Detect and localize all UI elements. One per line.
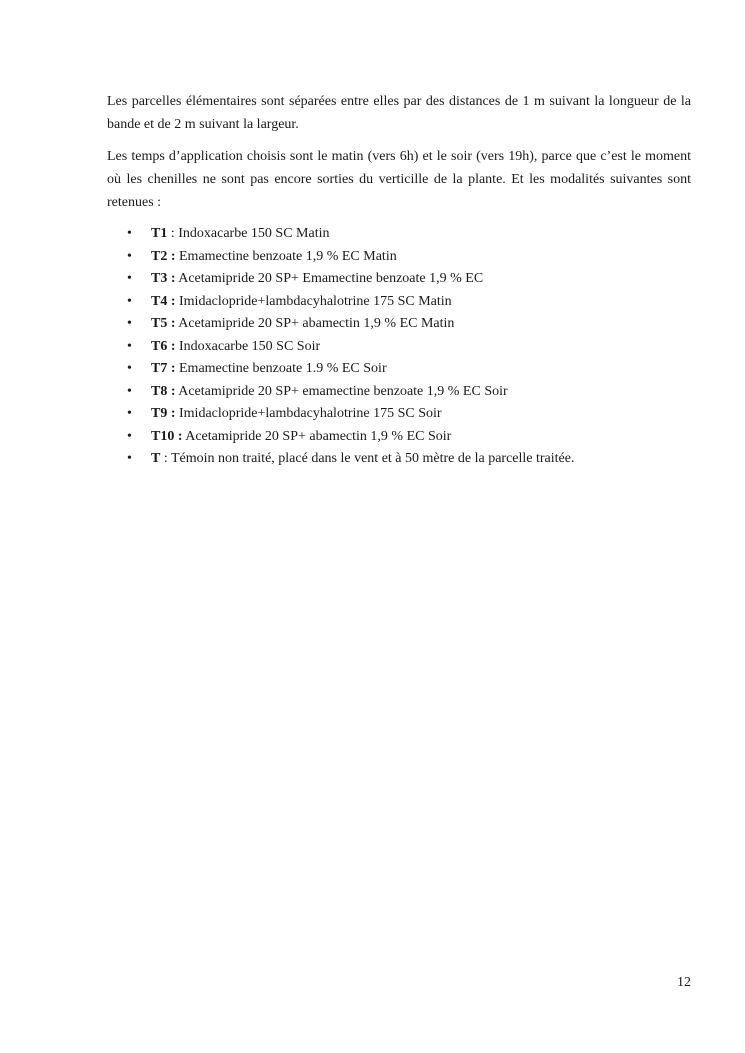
treatment-description: Emamectine benzoate 1.9 % EC Soir — [179, 361, 387, 376]
treatment-code: T6 : — [151, 338, 176, 354]
treatment-code: T4 : — [151, 293, 176, 309]
treatment-code: T7 : — [151, 361, 176, 376]
paragraph-application-times: Les temps d’application choisis sont le matin (vers 6h) et le soir (vers 19h), parce que c’est le moment où les chenilles ne sont pas encore sorties du verticille de la plante. Et les modalités suivantes sont retenues : — [107, 149, 691, 210]
treatment-code: T2 : — [151, 248, 176, 264]
bullet-icon: • — [127, 428, 132, 444]
list-item — [107, 313, 691, 336]
bullet-icon: • — [127, 316, 132, 331]
list-item — [107, 403, 691, 426]
bullet-icon: • — [127, 293, 132, 309]
treatment-description: Acetamipride 20 SP+ abamectin 1,9 % EC Soir — [185, 428, 452, 444]
bullet-icon: • — [127, 271, 132, 286]
treatment-description: Acetamipride 20 SP+ Emamectine benzoate 1,9 % EC — [178, 271, 484, 286]
list-item — [107, 268, 691, 291]
list-item — [107, 291, 691, 314]
bullet-icon: • — [127, 248, 132, 264]
list-item — [107, 426, 691, 449]
bullet-icon: • — [127, 361, 132, 376]
bullet-icon: • — [127, 226, 132, 241]
paragraph-plot-spacing: Les parcelles élémentaires sont séparées entre elles par des distances de 1 m suivant la longueur de la bande et de 2 m suivant la largeur. — [107, 94, 691, 132]
bullet-icon: • — [127, 451, 132, 466]
treatment-separator: : — [160, 451, 171, 466]
treatment-separator: : — [167, 226, 179, 241]
list-item — [107, 381, 691, 404]
treatment-description: Indoxacarbe 150 SC Matin — [178, 226, 330, 241]
page-content — [107, 90, 691, 471]
list-item — [107, 358, 691, 381]
list-item — [107, 448, 691, 471]
treatment-description: Imidaclopride+lambdacyhalotrine 175 SC Soir — [179, 406, 442, 421]
page-number: 12 — [677, 975, 691, 990]
bullet-icon: • — [127, 406, 132, 421]
treatment-description: Imidaclopride+lambdacyhalotrine 175 SC Matin — [179, 293, 452, 309]
treatment-description: Indoxacarbe 150 SC Soir — [179, 338, 321, 354]
list-item — [107, 223, 691, 246]
treatment-description: Emamectine benzoate 1,9 % EC Matin — [179, 248, 397, 264]
treatment-list — [107, 223, 691, 471]
bullet-icon: • — [127, 383, 132, 399]
treatment-description: Acetamipride 20 SP+ emamectine benzoate 1,9 % EC Soir — [178, 383, 508, 399]
list-item — [107, 246, 691, 269]
treatment-code: T8 : — [151, 383, 176, 399]
treatment-code: T1 — [151, 226, 168, 241]
treatment-description: Acetamipride 20 SP+ abamectin 1,9 % EC Matin — [178, 316, 455, 331]
list-item — [107, 336, 691, 359]
treatment-code: T3 : — [151, 271, 176, 286]
treatment-description: Témoin non traité, placé dans le vent et à 50 mètre de la parcelle traitée. — [170, 451, 575, 466]
treatment-code: T — [151, 451, 161, 466]
treatment-code: T5 : — [151, 316, 176, 331]
treatment-code: T9 : — [151, 406, 176, 421]
bullet-icon: • — [127, 338, 132, 354]
treatment-code: T10 : — [151, 428, 183, 444]
